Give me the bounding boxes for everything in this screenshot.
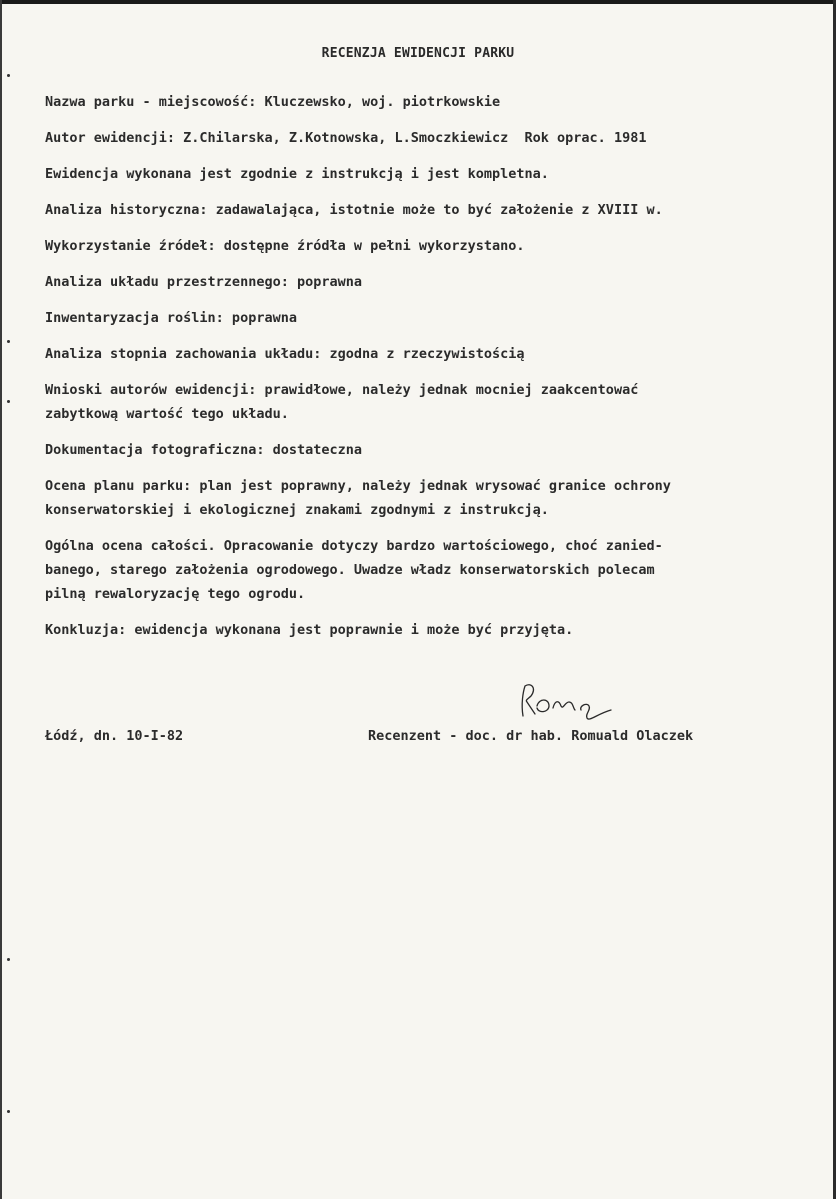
paragraph-gap <box>45 222 805 234</box>
text-line: Autor ewidencji: Z.Chilarska, Z.Kotnowska, L.Smoczkiewicz Rok oprac. 1981 <box>45 130 647 146</box>
paragraph-gap <box>45 186 805 198</box>
paragraph <box>45 234 805 258</box>
paragraph-gap <box>45 114 805 126</box>
text-line: Analiza stopnia zachowania układu: zgodna z rzeczywistością <box>45 346 525 362</box>
paragraph-gap <box>45 294 805 306</box>
paragraph <box>45 618 805 642</box>
text-line: Wykorzystanie źródeł: dostępne źródła w pełni wykorzystano. <box>45 238 525 254</box>
paragraph-gap <box>45 426 805 438</box>
scan-edge-left <box>0 0 2 1199</box>
text-line: Inwentaryzacja roślin: poprawna <box>45 310 297 326</box>
text-line: Ogólna ocena całości. Opracowanie dotyczy bardzo wartościowego, choć zanied- <box>45 538 663 554</box>
margin-mark <box>7 1110 10 1113</box>
paragraph-gap <box>45 330 805 342</box>
paragraph <box>45 198 805 222</box>
place-and-date: Łódź, dn. 10-I-82 <box>45 728 184 744</box>
margin-mark <box>7 958 10 961</box>
handwritten-signature <box>515 680 625 728</box>
text-line: banego, starego założenia ogrodowego. Uwadze władz konserwatorskich polecam <box>45 562 655 578</box>
paragraph <box>45 534 805 606</box>
paragraph-gap <box>45 462 805 474</box>
text-line: Nazwa parku - miejscowość: Kluczewsko, woj. piotrkowskie <box>45 94 501 110</box>
text-line: Dokumentacja fotograficzna: dostateczna <box>45 442 362 458</box>
margin-mark <box>7 74 10 77</box>
scan-edge-top <box>0 0 836 4</box>
text-line: pilną rewaloryzację tego ogrodu. <box>45 586 306 602</box>
paragraph-gap <box>45 366 805 378</box>
text-line: Konkluzja: ewidencja wykonana jest poprawnie i może być przyjęta. <box>45 622 574 638</box>
paragraph <box>45 90 805 114</box>
paragraph <box>45 378 805 426</box>
paragraph <box>45 474 805 522</box>
paragraph <box>45 270 805 294</box>
text-line: konserwatorskiej i ekologicznej znakami zgodnymi z instrukcją. <box>45 502 549 518</box>
text-line: Ewidencja wykonana jest zgodnie z instrukcją i jest kompletna. <box>45 166 549 182</box>
text-line: Analiza układu przestrzennego: poprawna <box>45 274 362 290</box>
paragraph <box>45 438 805 462</box>
paragraph <box>45 306 805 330</box>
text-line: Ocena planu parku: plan jest poprawny, należy jednak wrysować granice ochrony <box>45 478 671 494</box>
margin-mark <box>7 400 10 403</box>
paragraph-gap <box>45 522 805 534</box>
document-body <box>45 90 805 642</box>
paragraph <box>45 162 805 186</box>
text-line: Wnioski autorów ewidencji: prawidłowe, należy jednak mocniej zaakcentować <box>45 382 639 398</box>
paragraph <box>45 342 805 366</box>
paragraph-gap <box>45 258 805 270</box>
paragraph-gap <box>45 150 805 162</box>
document-title: RECENZJA EWIDENCJI PARKU <box>321 46 515 61</box>
text-line: Analiza historyczna: zadawalająca, istotnie może to być założenie z XVIII w. <box>45 202 663 218</box>
margin-mark <box>7 340 10 343</box>
reviewer-line: Recenzent - doc. dr hab. Romuald Olaczek <box>368 728 694 744</box>
text-line: zabytkową wartość tego układu. <box>45 406 289 422</box>
paragraph <box>45 126 805 150</box>
paragraph-gap <box>45 606 805 618</box>
